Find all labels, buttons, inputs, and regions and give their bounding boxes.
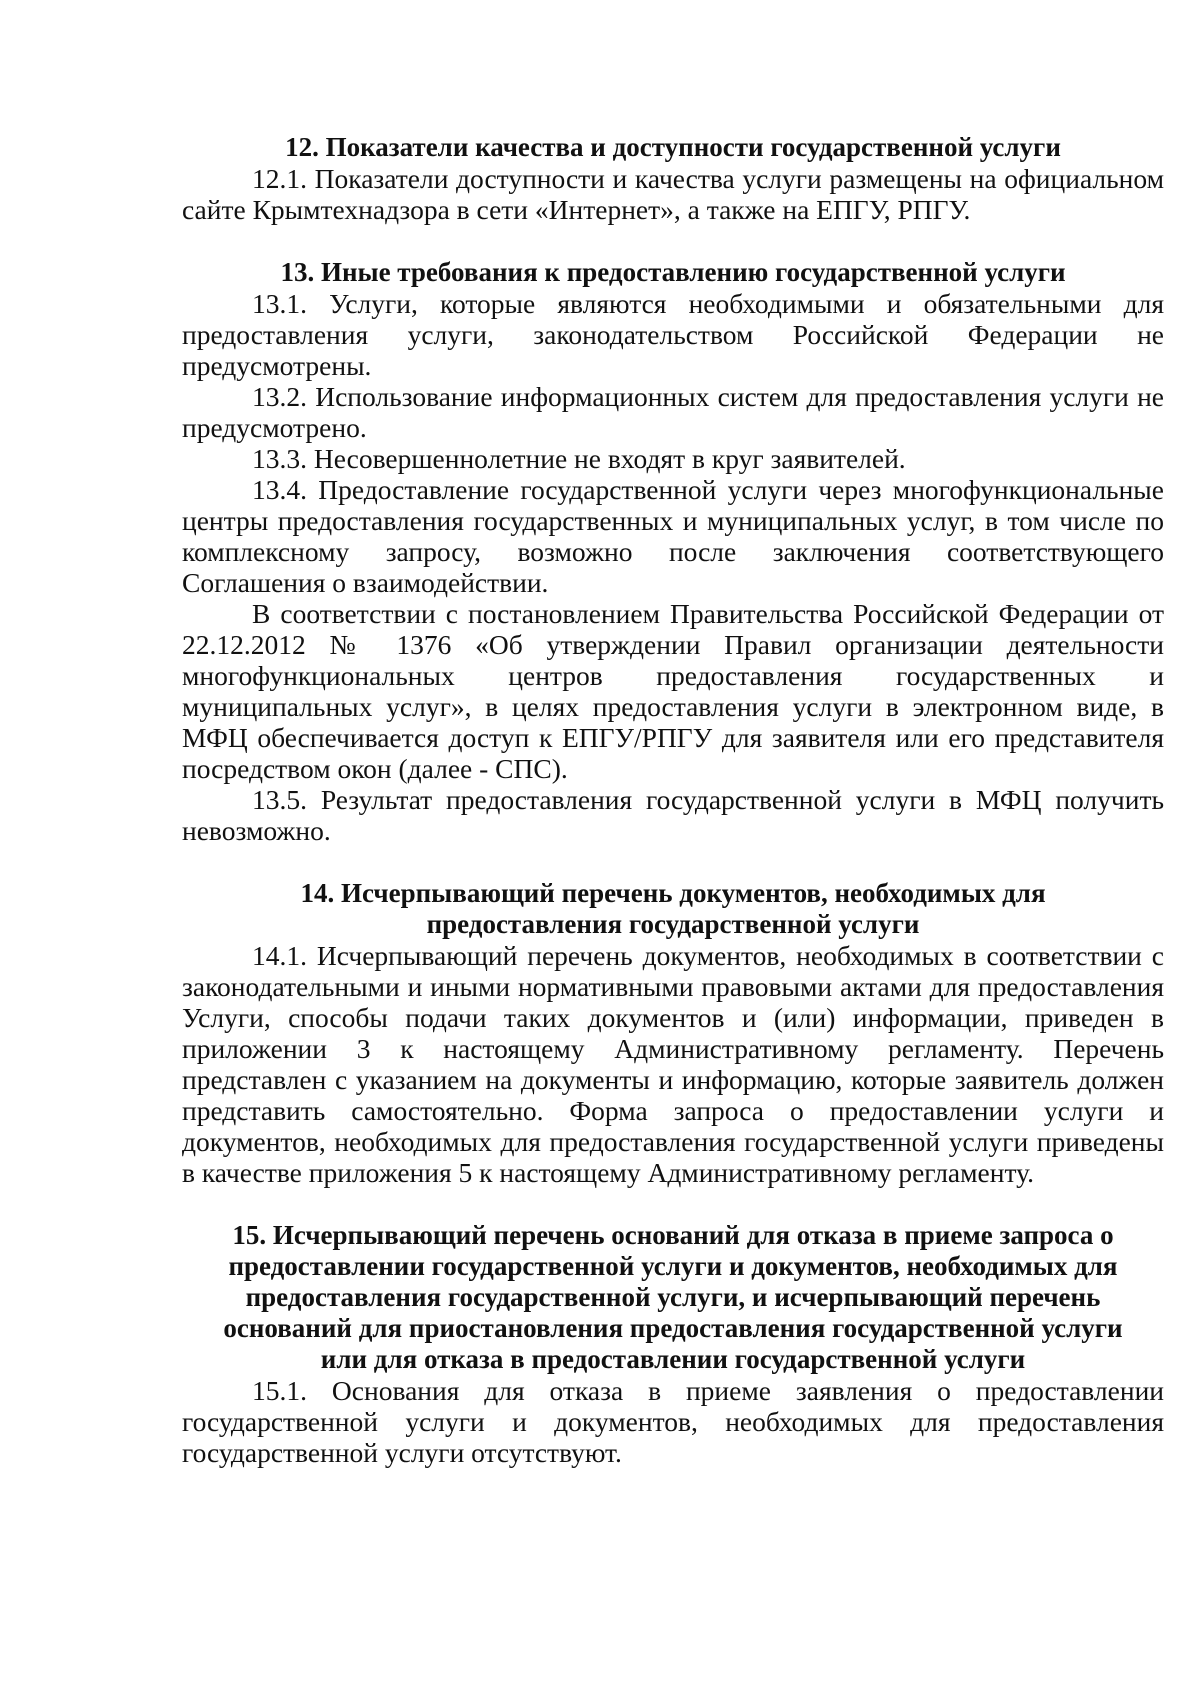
- document-page: [182, 132, 1164, 1468]
- paragraph-13-3: 13.3. Несовершеннолетние не входят в круг заявителей.: [252, 443, 906, 474]
- section-14-title-line-1: 14. Исчерпывающий перечень документов, необходимых для: [300, 878, 1046, 908]
- paragraph-13-5: 13.5. Результат предоставления государственной услуги в МФЦ получить невозможно.: [182, 784, 1164, 846]
- paragraph-14-1: 14.1. Исчерпывающий перечень документов, необходимых в соответствии с законодательными и иными нормативными правовыми актами для предоставления Услуги, способы подачи таких документов и (или) информации, приведен в приложении 3 к настоящему Административному регламенту. Перечень представлен с указанием на документы и информацию, которые заявитель должен представить самостоятельно. Форма запроса о предоставлении услуги и документов, необходимых для предоставления государственной услуги приведены в качестве приложения 5 к настоящему Административному регламенту.: [182, 940, 1164, 1188]
- section-12-title: 12. Показатели качества и доступности государственной услуги: [285, 132, 1061, 162]
- paragraph-15-1: 15.1. Основания для отказа в приеме заявления о предоставлении государственной услуги и документов, необходимых для предоставления государственной услуги отсутствуют.: [182, 1375, 1164, 1468]
- paragraph-13-1: 13.1. Услуги, которые являются необходимыми и обязательными для предоставления услуги, законодательством Российской Федерации не предусмотрены.: [182, 288, 1164, 381]
- paragraph-13-4: 13.4. Предоставление государственной услуги через многофункциональные центры предоставления государственных и муниципальных услуг, в том числе по комплексному запросу, возможно после заключения соответствующего Соглашения о взаимодействии.: [182, 474, 1164, 598]
- section-15-title-line-3: предоставления государственной услуги, и исчерпывающий перечень: [245, 1282, 1101, 1312]
- paragraph-13-2: 13.2. Использование информационных систем для предоставления услуги не предусмотрено.: [182, 381, 1164, 443]
- section-15-title: [182, 1220, 1164, 1375]
- spacer: [182, 1188, 1164, 1220]
- spacer: [182, 846, 1164, 878]
- section-14-title: [182, 878, 1164, 940]
- paragraph-12-1: 12.1. Показатели доступности и качества услуги размещены на официальном сайте Крымтехнадзора в сети «Интернет», а также на ЕПГУ, РПГУ.: [182, 163, 1164, 225]
- section-14-title-line-2: предоставления государственной услуги: [426, 909, 920, 939]
- section-15-title-line-4: оснований для приостановления предоставления государственной услуги: [223, 1313, 1123, 1343]
- section-15-title-line-5: или для отказа в предоставлении государственной услуги: [320, 1344, 1026, 1374]
- section-15-title-line-2: предоставлении государственной услуги и документов, необходимых для: [228, 1251, 1118, 1281]
- paragraph-13-4-mfc: В соответствии с постановлением Правительства Российской Федерации от 22.12.2012 № 1376 «Об утверждении Правил организации деятельности многофункциональных центров предоставления государственных и муниципальных услуг», в целях предоставления услуги в электронном виде, в МФЦ обеспечивается доступ к ЕПГУ/РПГУ для заявителя или его представителя посредством окон (далее - СПС).: [182, 598, 1164, 784]
- section-15-title-line-1: 15. Исчерпывающий перечень оснований для отказа в приеме запроса о: [232, 1220, 1114, 1250]
- section-13-title: 13. Иные требования к предоставлению государственной услуги: [280, 257, 1066, 287]
- spacer: [182, 225, 1164, 257]
